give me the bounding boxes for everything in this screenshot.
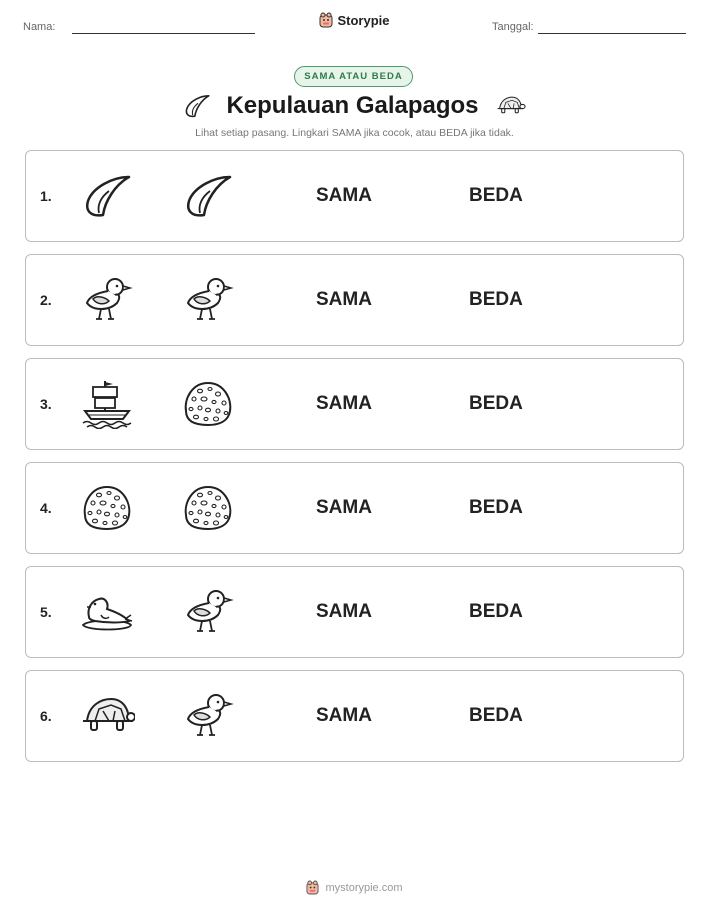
footer bbox=[0, 880, 709, 895]
rock-icon bbox=[79, 483, 135, 533]
right-picture bbox=[180, 275, 236, 325]
right-picture bbox=[180, 691, 236, 741]
sama-option[interactable]: SAMA bbox=[316, 185, 372, 206]
claw-icon bbox=[182, 92, 212, 120]
beda-option[interactable]: BEDA bbox=[469, 289, 523, 310]
question-number: 1. bbox=[40, 188, 52, 204]
question-row-1 bbox=[25, 150, 684, 242]
date-label: Tanggal: bbox=[492, 21, 534, 33]
question-row-6 bbox=[25, 670, 684, 762]
sama-option[interactable]: SAMA bbox=[316, 601, 372, 622]
claw-icon bbox=[180, 171, 236, 221]
right-picture bbox=[180, 483, 236, 533]
question-row-3 bbox=[25, 358, 684, 450]
question-number: 2. bbox=[40, 292, 52, 308]
sama-option[interactable]: SAMA bbox=[316, 393, 372, 414]
beda-option[interactable]: BEDA bbox=[469, 497, 523, 518]
beda-option[interactable]: BEDA bbox=[469, 393, 523, 414]
sama-option[interactable]: SAMA bbox=[316, 705, 372, 726]
question-number: 3. bbox=[40, 396, 52, 412]
claw-icon bbox=[79, 171, 135, 221]
beda-option[interactable]: BEDA bbox=[469, 601, 523, 622]
right-picture bbox=[180, 171, 236, 221]
tortoise-icon bbox=[79, 691, 135, 741]
ship-icon bbox=[79, 379, 135, 429]
instructions: Lihat setiap pasang. Lingkari SAMA jika cocok, atau BEDA jika tidak. bbox=[195, 127, 514, 139]
question-row-2 bbox=[25, 254, 684, 346]
storypie-logo-icon bbox=[306, 880, 319, 895]
right-picture bbox=[180, 379, 236, 429]
question-number: 5. bbox=[40, 604, 52, 620]
left-picture bbox=[79, 379, 135, 429]
rock-icon bbox=[180, 379, 236, 429]
question-number: 4. bbox=[40, 500, 52, 516]
page-title: Kepulauan Galapagos bbox=[226, 92, 479, 119]
tortoise-icon bbox=[493, 93, 527, 119]
left-picture bbox=[79, 275, 135, 325]
question-number: 6. bbox=[40, 708, 52, 724]
beda-option[interactable]: BEDA bbox=[469, 185, 523, 206]
rock-icon bbox=[180, 483, 236, 533]
title-row bbox=[0, 92, 709, 120]
brand bbox=[0, 12, 709, 28]
seal-icon bbox=[79, 587, 135, 637]
left-picture bbox=[79, 483, 135, 533]
bird-icon bbox=[180, 275, 236, 325]
sama-option[interactable]: SAMA bbox=[316, 289, 372, 310]
bird-icon bbox=[180, 691, 236, 741]
bird-icon bbox=[79, 275, 135, 325]
sama-option[interactable]: SAMA bbox=[316, 497, 372, 518]
left-picture bbox=[79, 587, 135, 637]
beda-option[interactable]: BEDA bbox=[469, 705, 523, 726]
right-picture bbox=[180, 587, 236, 637]
name-label: Nama: bbox=[23, 21, 56, 33]
worksheet-type-badge: SAMA ATAU BEDA bbox=[294, 66, 413, 87]
storypie-logo-icon bbox=[319, 12, 333, 28]
left-picture bbox=[79, 171, 135, 221]
name-line[interactable] bbox=[72, 33, 255, 34]
question-row-4 bbox=[25, 462, 684, 554]
bird-icon bbox=[180, 587, 236, 637]
question-row-5 bbox=[25, 566, 684, 658]
brand-name: Storypie bbox=[337, 12, 390, 28]
date-line[interactable] bbox=[538, 33, 686, 34]
footer-site-link[interactable]: mystorypie.com bbox=[325, 881, 403, 894]
left-picture bbox=[79, 691, 135, 741]
